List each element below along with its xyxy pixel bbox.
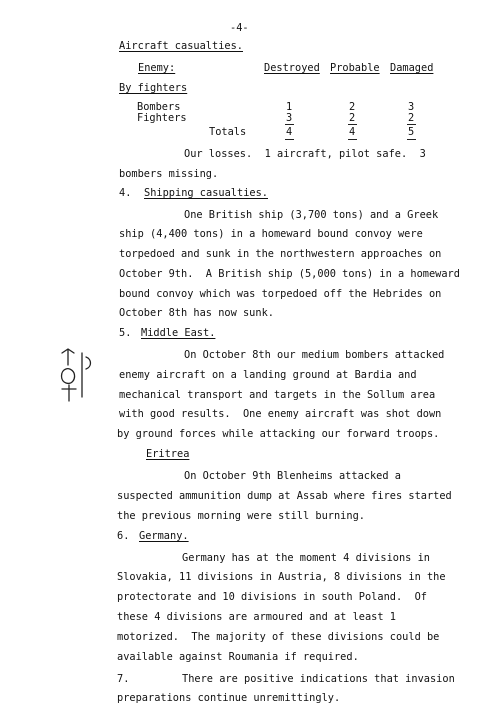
germany-line-5: motorized. The majority of these divisions could be <box>117 631 440 643</box>
shipping-line-5: bound convoy which was torpedoed off the Hebrides on <box>119 288 442 300</box>
losses-line-1: Our losses. 1 aircraft, pilot safe. 3 <box>184 148 426 160</box>
eritrea-subheading: Eritrea <box>146 448 190 460</box>
middle-east-line-1: On October 8th our medium bombers attacked <box>184 349 445 361</box>
aircraft-heading: Aircraft casualties. <box>119 40 243 52</box>
germany-line-3: protectorate and 10 divisions in south Poland. Of <box>117 591 427 603</box>
eritrea-line-3: the previous morning were still burning. <box>117 510 365 522</box>
shipping-line-1: One British ship (3,700 tons) and a Greek <box>184 209 439 221</box>
col-damaged: Damaged <box>390 62 434 74</box>
row-fighters-probable: 2 <box>349 112 356 124</box>
item-7-number: 7. <box>117 673 130 685</box>
shipping-line-6: October 8th has now sunk. <box>119 307 274 319</box>
col-probable: Probable <box>330 62 380 74</box>
totals-rule-probable <box>348 124 357 125</box>
shipping-line-2: ship (4,400 tons) in a homeward bound convoy were <box>119 228 423 240</box>
col-destroyed: Destroyed <box>264 62 320 74</box>
totals-underline-damaged <box>407 139 416 140</box>
eritrea-line-2: suspected ammunition dump at Assab where fires started <box>117 490 452 502</box>
losses-line-2: bombers missing. <box>119 168 219 180</box>
germany-line-6: available against Roumania if required. <box>117 651 359 663</box>
totals-underline-probable <box>348 139 357 140</box>
shipping-line-4: October 9th. A British ship (5,000 tons) in a homeward <box>119 268 460 280</box>
page-number: -4- <box>230 22 249 34</box>
middle-east-line-4: with good results. One enemy aircraft was shot down <box>119 408 442 420</box>
row-fighters-damaged: 2 <box>408 112 415 124</box>
middle-east-number: 5. <box>119 327 132 339</box>
totals-damaged: 5 <box>408 126 415 138</box>
shipping-line-3: torpedoed and sunk in the northwestern approaches on <box>119 248 442 260</box>
item-7-line-1: There are positive indications that invasion <box>182 673 455 685</box>
eritrea-line-1: On October 9th Blenheims attacked a <box>184 470 401 482</box>
row-fighters-destroyed: 3 <box>286 112 293 124</box>
middle-east-heading: Middle East. <box>141 327 216 339</box>
row-fighters-label: Fighters <box>137 112 187 124</box>
germany-line-2: Slovakia, 11 divisions in Austria, 8 divisions in the <box>117 571 446 583</box>
germany-line-4: these 4 divisions are armoured and at least 1 <box>117 611 396 623</box>
handwritten-margin-note <box>56 345 98 405</box>
totals-rule-damaged <box>407 124 416 125</box>
totals-rule-destroyed <box>285 124 294 125</box>
item-7-line-2: preparations continue unremittingly. <box>117 692 341 704</box>
row-bombers-destroyed: 1 <box>286 101 293 113</box>
enemy-label: Enemy: <box>138 62 176 74</box>
totals-destroyed: 4 <box>286 126 293 138</box>
middle-east-line-3: mechanical transport and targets in the Sollum area <box>119 389 436 401</box>
middle-east-line-5: by ground forces while attacking our forward troops. <box>117 428 440 440</box>
row-bombers-damaged: 3 <box>408 101 415 113</box>
germany-number: 6. <box>117 530 130 542</box>
row-bombers-label: Bombers <box>137 101 181 113</box>
germany-heading: Germany. <box>139 530 189 542</box>
row-bombers-probable: 2 <box>349 101 356 113</box>
totals-probable: 4 <box>349 126 356 138</box>
totals-label: Totals <box>209 126 247 138</box>
germany-line-1: Germany has at the moment 4 divisions in <box>182 552 430 564</box>
by-fighters-label: By fighters <box>119 82 188 94</box>
middle-east-line-2: enemy aircraft on a landing ground at Bardia and <box>119 369 417 381</box>
shipping-heading: Shipping casualties. <box>144 187 268 199</box>
shipping-number: 4. <box>119 187 132 199</box>
totals-underline-destroyed <box>285 139 294 140</box>
